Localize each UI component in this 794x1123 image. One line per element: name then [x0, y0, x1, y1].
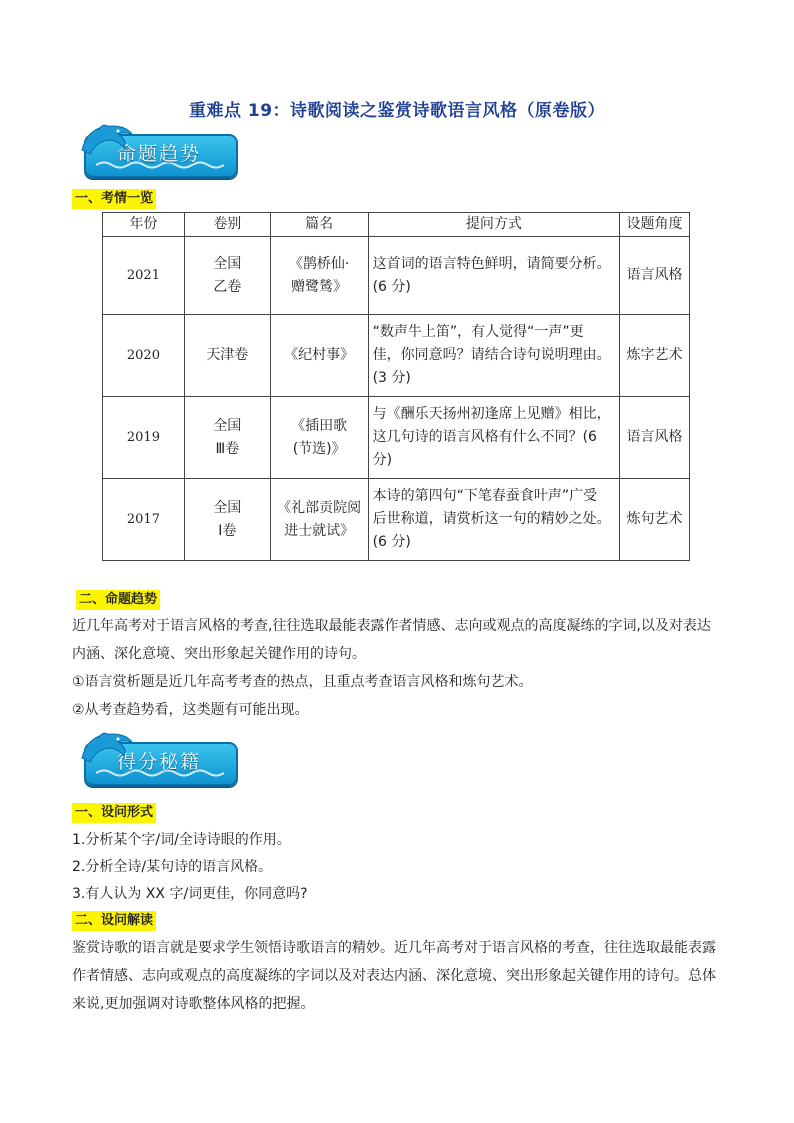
- badge-label: 命题趋势: [116, 143, 201, 165]
- section-heading-trend: 二、命题趋势: [76, 590, 160, 610]
- section-badge-tips: [78, 728, 240, 788]
- table-row: [103, 315, 690, 397]
- header-angle: 设题角度: [620, 213, 690, 237]
- section-heading-exam-overview: 一、考情一览: [72, 189, 156, 209]
- table-row: [103, 479, 690, 561]
- cell-year: 2019: [103, 397, 185, 479]
- cell-year: 2017: [103, 479, 185, 561]
- dolphin-icon: [78, 120, 138, 160]
- cell-question: 本诗的第四句“下笔春蚕食叶声”广受 后世称道，请赏析这一句的精妙之处。 (6 分): [368, 479, 619, 561]
- cell-paper: 全国 乙卷: [184, 237, 270, 315]
- page-title: 重难点 19：诗歌阅读之鉴赏诗歌语言风格（原卷版）: [188, 101, 606, 121]
- section-badge-trend: [78, 120, 240, 180]
- dolphin-icon: [78, 728, 138, 768]
- section-heading-question-forms: 一、设问形式: [72, 803, 156, 823]
- cell-question: 这首词的语言特色鲜明，请简要分析。 (6 分): [368, 237, 619, 315]
- table-row: [103, 237, 690, 315]
- cell-question: 与《酬乐天扬州初逢席上见赠》相比， 这几句诗的语言风格有什么不同？(6 分): [368, 397, 619, 479]
- table-header-row: [103, 213, 690, 237]
- question-form-item: 3.有人认为 XX 字/词更佳，你同意吗?: [72, 886, 308, 902]
- header-title: 篇名: [270, 213, 368, 237]
- cell-title: 《插田歌 (节选)》: [270, 397, 368, 479]
- badge-label: 得分秘籍: [116, 751, 201, 773]
- cell-title: 《礼部贡院阅 进士就试》: [270, 479, 368, 561]
- header-year: 年份: [103, 213, 185, 237]
- cell-year: 2021: [103, 237, 185, 315]
- section-heading-question-interpretation: 二、设问解读: [72, 911, 156, 931]
- cell-angle: 语言风格: [620, 397, 690, 479]
- table-row: [103, 397, 690, 479]
- cell-title: 《鹊桥仙· 赠鹭鸶》: [270, 237, 368, 315]
- cell-angle: 语言风格: [620, 237, 690, 315]
- exam-table: [102, 212, 690, 561]
- question-form-item: 1.分析某个字/词/全诗诗眼的作用。: [72, 832, 291, 848]
- cell-paper: 全国 Ⅰ卷: [184, 479, 270, 561]
- trend-paragraph: 近几年高考对于语言风格的考查,往往选取最能表露作者情感、志向或观点的高度凝练的字词,以及对表达内涵、深化意境、突出形象起关键作用的诗句。: [72, 618, 711, 662]
- cell-paper: 天津卷: [184, 315, 270, 397]
- interpretation-paragraph: 鉴赏诗歌的语言就是要求学生领悟诗歌语言的精妙。近几年高考对于语言风格的考查，往往选取最能表露作者情感、志向或观点的高度凝练的字词以及对表达内涵、深化意境、突出形象起关键作用的诗句。总体来说,更加强调对诗歌整体风格的把握。: [72, 940, 716, 1012]
- cell-paper: 全国 Ⅲ卷: [184, 397, 270, 479]
- cell-title: 《纪村事》: [270, 315, 368, 397]
- trend-item-2: ②从考查趋势看，这类题有可能出现。: [72, 702, 309, 718]
- cell-angle: 炼句艺术: [620, 479, 690, 561]
- header-paper: 卷别: [184, 213, 270, 237]
- header-question: 提问方式: [368, 213, 619, 237]
- cell-question: “数声牛上笛”，有人觉得“一声”更 佳，你同意吗？请结合诗句说明理由。 (3 分): [368, 315, 619, 397]
- cell-angle: 炼字艺术: [620, 315, 690, 397]
- trend-item-1: ①语言赏析题是近几年高考考查的热点，且重点考查语言风格和炼句艺术。: [72, 674, 533, 690]
- cell-year: 2020: [103, 315, 185, 397]
- question-form-item: 2.分析全诗/某句诗的语言风格。: [72, 859, 273, 875]
